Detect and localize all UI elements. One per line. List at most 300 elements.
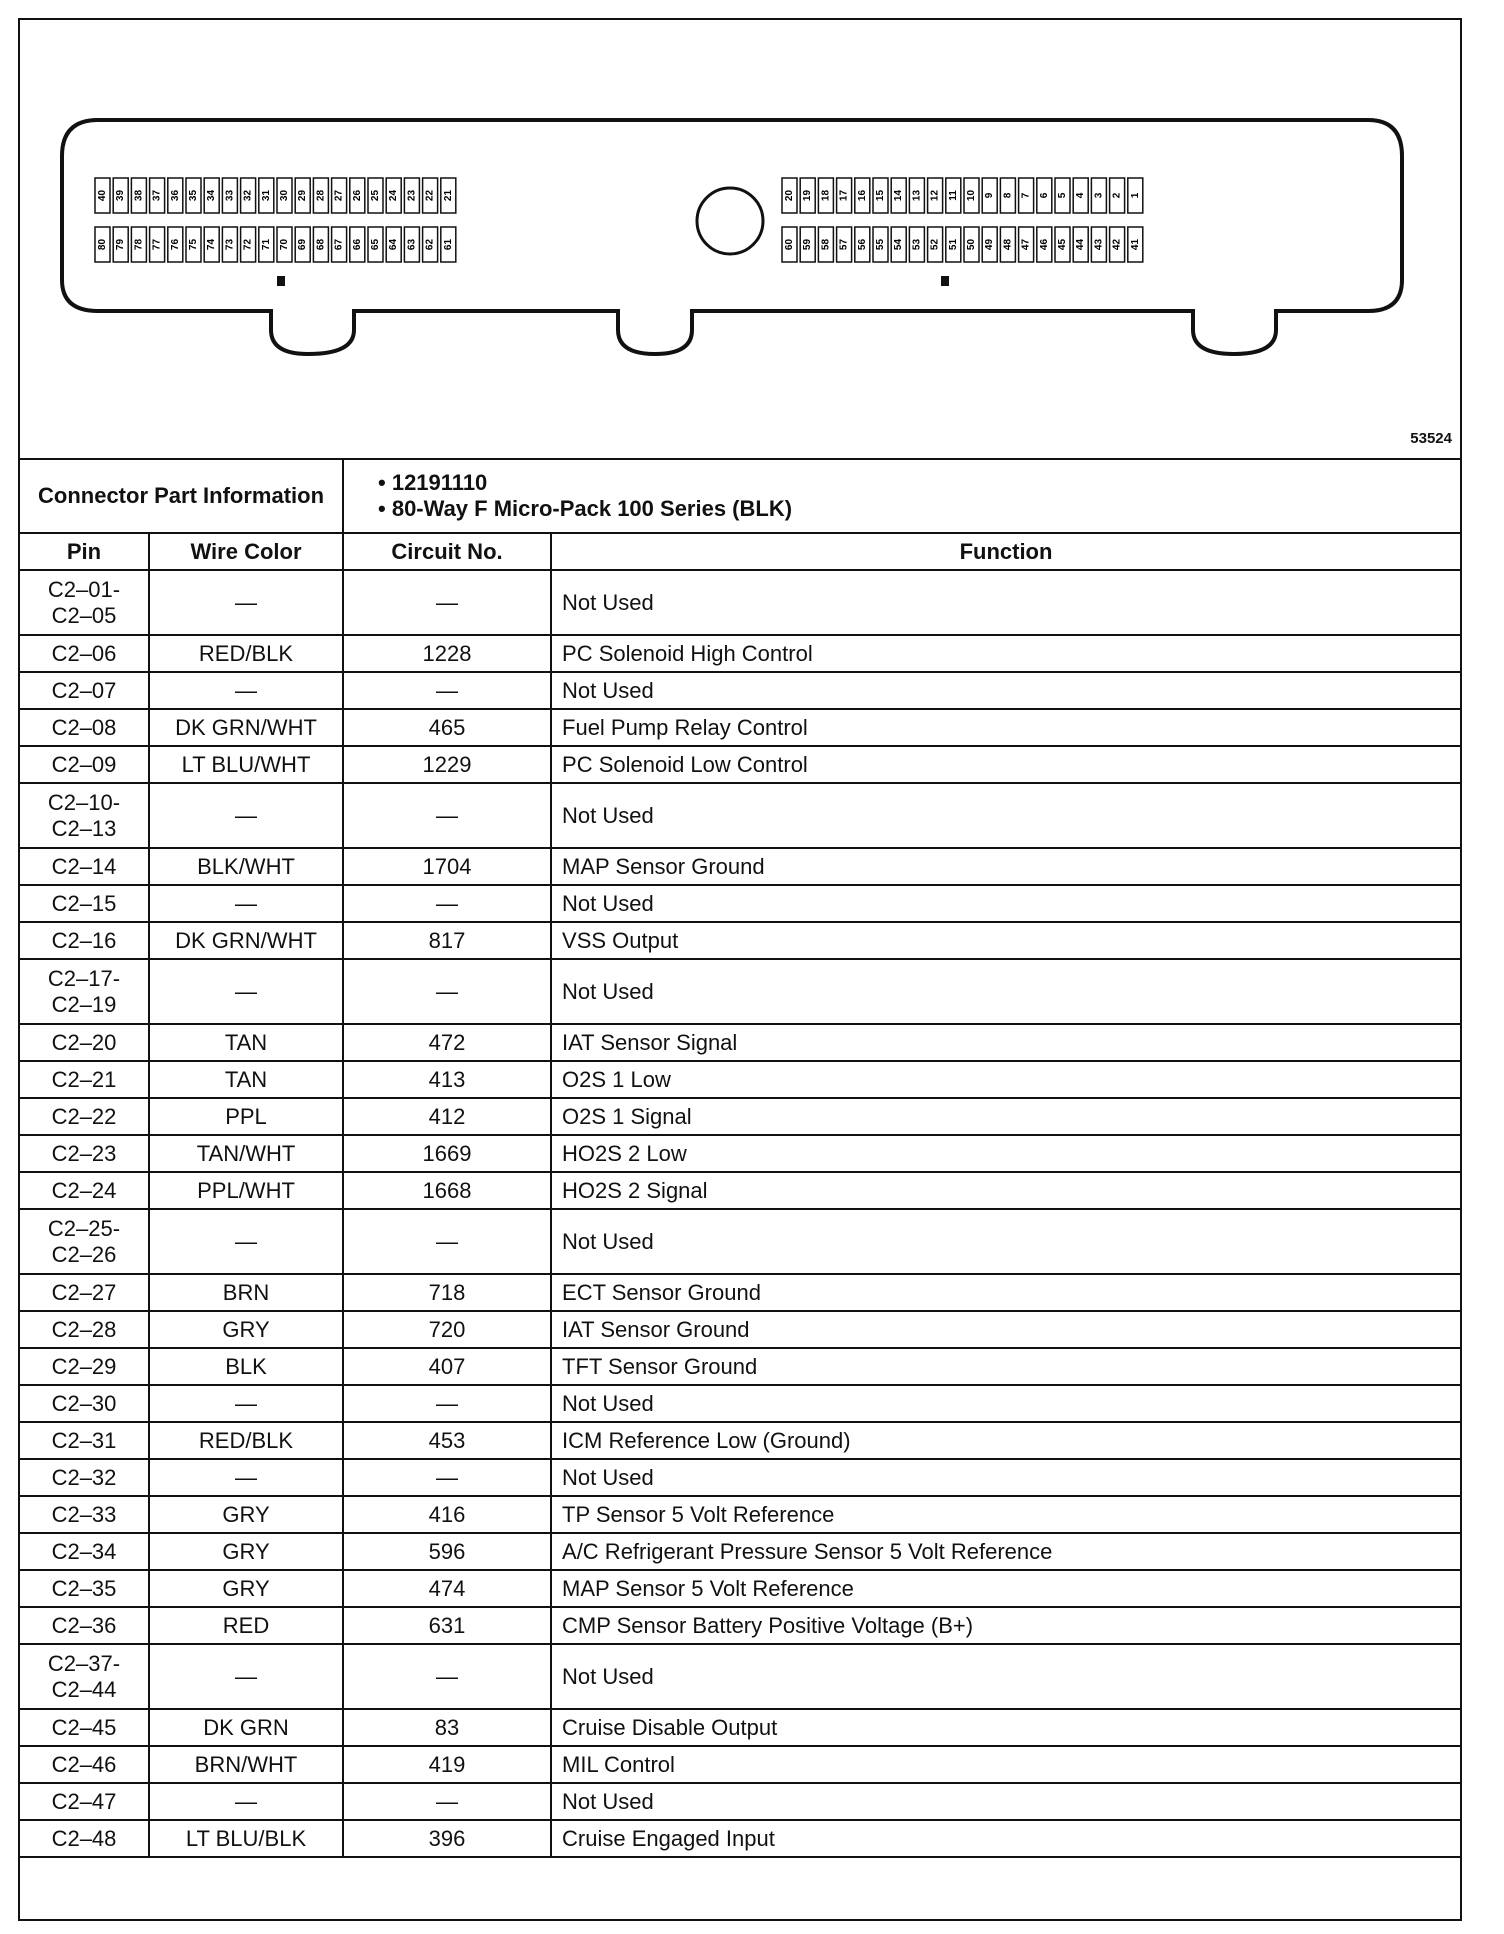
pin-number: 62 (424, 238, 436, 251)
circuit-cell: 416 (343, 1496, 551, 1533)
connector-pin (946, 178, 961, 213)
function-cell: Not Used (551, 1385, 1461, 1422)
connector-pin (1037, 227, 1052, 262)
wire-color-cell: LT BLU/BLK (149, 1820, 343, 1857)
pin-number: 20 (784, 189, 795, 202)
connector-pin (204, 178, 219, 213)
connector-pin (131, 178, 146, 213)
table-row (19, 922, 1461, 959)
wire-color-cell: BLK (149, 1348, 343, 1385)
pin-cell: C2–15 (19, 885, 149, 922)
function-cell: MAP Sensor 5 Volt Reference (551, 1570, 1461, 1607)
connector-pin (150, 227, 165, 262)
connector-pin (873, 227, 888, 262)
pin-number: 73 (224, 238, 236, 251)
function-cell: CMP Sensor Battery Positive Voltage (B+) (551, 1607, 1461, 1644)
connector-pin (186, 178, 201, 213)
function-cell: Not Used (551, 1459, 1461, 1496)
wire-color-cell: DK GRN/WHT (149, 922, 343, 959)
connector-pin (350, 227, 365, 262)
wire-color-cell: RED (149, 1607, 343, 1644)
connector-pin (891, 178, 906, 213)
connector-pin (441, 227, 456, 262)
table-row (19, 1311, 1461, 1348)
wire-color-cell: GRY (149, 1311, 343, 1348)
part-info-label: Connector Part Information (19, 459, 343, 533)
pin-number: 3 (1093, 192, 1105, 199)
table-row (19, 1385, 1461, 1422)
connector-pin (441, 178, 456, 213)
function-cell: TFT Sensor Ground (551, 1348, 1461, 1385)
connector-pin (295, 178, 310, 213)
wire-color-cell: — (149, 959, 343, 1024)
connector-pin (1128, 227, 1143, 262)
pin-number: 1 (1129, 192, 1141, 199)
function-cell: Not Used (551, 783, 1461, 848)
table-row (19, 1422, 1461, 1459)
table-row (19, 885, 1461, 922)
pin-number: 42 (1111, 238, 1123, 251)
pin-number: 77 (151, 238, 163, 251)
wire-color-cell: GRY (149, 1533, 343, 1570)
pin-number: 22 (424, 189, 436, 202)
wire-color-cell: TAN (149, 1024, 343, 1061)
table-row (19, 1061, 1461, 1098)
pin-number: 50 (966, 238, 977, 251)
pin-cell: C2–25- C2–26 (19, 1209, 149, 1274)
connector-pin (295, 227, 310, 262)
table-row (19, 783, 1461, 848)
function-cell: O2S 1 Signal (551, 1098, 1461, 1135)
pin-cell: C2–16 (19, 922, 149, 959)
wire-color-cell: — (149, 1644, 343, 1709)
connector-pin (277, 227, 292, 262)
wire-color-cell: PPL/WHT (149, 1172, 343, 1209)
pin-cell: C2–17- C2–19 (19, 959, 149, 1024)
circuit-cell: — (343, 1783, 551, 1820)
pin-number: 7 (1020, 192, 1032, 199)
pin-number: 64 (388, 238, 400, 251)
table-row (19, 635, 1461, 672)
pin-number: 19 (802, 189, 814, 202)
table-header (19, 533, 1461, 570)
pin-number: 15 (875, 189, 886, 202)
wire-color-cell: — (149, 1385, 343, 1422)
pin-cell: C2–30 (19, 1385, 149, 1422)
pin-number: 36 (169, 189, 181, 202)
table-row (19, 709, 1461, 746)
col-wire-color: Wire Color (149, 533, 343, 570)
wire-color-cell: RED/BLK (149, 635, 343, 672)
wire-color-cell: DK GRN (149, 1709, 343, 1746)
circuit-cell: 396 (343, 1820, 551, 1857)
pin-number: 54 (893, 238, 905, 251)
connector-pin (332, 178, 347, 213)
connector-pin (837, 178, 852, 213)
pin-number: 13 (911, 189, 923, 202)
pin-number: 26 (351, 189, 363, 202)
connector-pin (368, 178, 383, 213)
pin-number: 43 (1093, 238, 1105, 251)
wire-color-cell: TAN (149, 1061, 343, 1098)
polarity-mark-left (277, 276, 285, 286)
table-row (19, 848, 1461, 885)
connector-pin (350, 178, 365, 213)
pin-number: 30 (279, 189, 290, 202)
circuit-cell: 631 (343, 1607, 551, 1644)
pin-number: 23 (406, 189, 418, 202)
function-cell: Cruise Engaged Input (551, 1820, 1461, 1857)
pin-cell: C2–06 (19, 635, 149, 672)
circuit-cell: — (343, 672, 551, 709)
connector-pin (891, 227, 906, 262)
pin-number: 48 (1002, 238, 1014, 251)
pin-cell: C2–31 (19, 1422, 149, 1459)
connector-pin (909, 227, 924, 262)
circuit-cell: 1669 (343, 1135, 551, 1172)
wire-color-cell: — (149, 570, 343, 635)
connector-pin (222, 178, 237, 213)
connector-pin (818, 178, 833, 213)
connector-pin (855, 227, 870, 262)
pin-cell: C2–28 (19, 1311, 149, 1348)
connector-pin (277, 178, 292, 213)
circuit-cell: — (343, 1644, 551, 1709)
pin-number: 18 (820, 189, 832, 202)
pin-number: 21 (442, 189, 454, 202)
pin-number: 61 (442, 238, 454, 251)
pin-number: 11 (947, 190, 959, 201)
connector-pin (1073, 178, 1088, 213)
connector-pin (259, 178, 274, 213)
pin-number: 63 (406, 238, 418, 251)
circuit-cell: 407 (343, 1348, 551, 1385)
function-cell: VSS Output (551, 922, 1461, 959)
pin-cell: C2–23 (19, 1135, 149, 1172)
wire-color-cell: RED/BLK (149, 1422, 343, 1459)
connector-pin (1019, 227, 1034, 262)
pin-number: 12 (929, 189, 941, 202)
function-cell: Not Used (551, 570, 1461, 635)
function-cell: PC Solenoid Low Control (551, 746, 1461, 783)
connector-description: • 80-Way F Micro-Pack 100 Series (BLK) (378, 496, 793, 521)
connector-pin (313, 178, 328, 213)
pin-number: 57 (838, 238, 850, 251)
circuit-cell: 1228 (343, 635, 551, 672)
connector-pin (1055, 178, 1070, 213)
connector-pin (1037, 178, 1052, 213)
col-pin: Pin (19, 533, 149, 570)
connector-pin (1091, 227, 1106, 262)
pin-number: 31 (260, 189, 272, 202)
pin-number: 71 (260, 238, 272, 251)
pin-number: 76 (169, 238, 181, 251)
connector-pin (168, 178, 183, 213)
connector-pin (928, 227, 943, 262)
circuit-cell: 718 (343, 1274, 551, 1311)
pin-number: 4 (1075, 192, 1087, 199)
pin-cell: C2–34 (19, 1533, 149, 1570)
connector-pin (964, 178, 979, 213)
pin-cell: C2–14 (19, 848, 149, 885)
connector-diagram (18, 18, 1462, 460)
pin-cell: C2–27 (19, 1274, 149, 1311)
wire-color-cell: — (149, 885, 343, 922)
pin-number: 25 (370, 189, 381, 202)
pin-number: 8 (1002, 192, 1014, 199)
col-function: Function (551, 533, 1461, 570)
function-cell: ECT Sensor Ground (551, 1274, 1461, 1311)
wire-color-cell: — (149, 1459, 343, 1496)
pin-number: 2 (1111, 192, 1123, 199)
connector-pin (131, 227, 146, 262)
circuit-cell: 1704 (343, 848, 551, 885)
pin-number: 70 (279, 238, 290, 251)
circuit-cell: 817 (343, 922, 551, 959)
function-cell: Not Used (551, 1644, 1461, 1709)
pin-number: 16 (856, 189, 868, 202)
table-row (19, 1709, 1461, 1746)
pin-number: 80 (97, 238, 108, 251)
table-row (19, 1274, 1461, 1311)
function-cell: A/C Refrigerant Pressure Sensor 5 Volt Reference (551, 1533, 1461, 1570)
wire-color-cell: BRN (149, 1274, 343, 1311)
table-row (19, 1172, 1461, 1209)
function-cell: PC Solenoid High Control (551, 635, 1461, 672)
table-row (19, 1348, 1461, 1385)
pin-number: 72 (242, 238, 254, 251)
function-cell: Not Used (551, 959, 1461, 1024)
function-cell: TP Sensor 5 Volt Reference (551, 1496, 1461, 1533)
circuit-cell: 1229 (343, 746, 551, 783)
pin-cell: C2–35 (19, 1570, 149, 1607)
polarity-mark-right (941, 276, 949, 286)
connector-pin (423, 227, 438, 262)
function-cell: Fuel Pump Relay Control (551, 709, 1461, 746)
table-row (19, 1496, 1461, 1533)
table-row (19, 1607, 1461, 1644)
circuit-cell: — (343, 783, 551, 848)
wire-color-cell: — (149, 1783, 343, 1820)
function-cell: HO2S 2 Low (551, 1135, 1461, 1172)
circuit-cell: — (343, 959, 551, 1024)
function-cell: ICM Reference Low (Ground) (551, 1422, 1461, 1459)
pin-cell: C2–07 (19, 672, 149, 709)
table-row (19, 672, 1461, 709)
function-cell: HO2S 2 Signal (551, 1172, 1461, 1209)
pin-number: 58 (820, 238, 832, 251)
circuit-cell: — (343, 1459, 551, 1496)
pin-cell: C2–37- C2–44 (19, 1644, 149, 1709)
wire-color-cell: BRN/WHT (149, 1746, 343, 1783)
circuit-cell: 1668 (343, 1172, 551, 1209)
pin-cell: C2–29 (19, 1348, 149, 1385)
part-number: • 12191110 (378, 470, 488, 495)
connector-pin (1110, 178, 1125, 213)
wire-color-cell: DK GRN/WHT (149, 709, 343, 746)
connector-pin (964, 227, 979, 262)
function-cell: MAP Sensor Ground (551, 848, 1461, 885)
pin-number: 9 (984, 192, 996, 199)
wire-color-cell: GRY (149, 1570, 343, 1607)
pin-cell: C2–08 (19, 709, 149, 746)
table-row (19, 1209, 1461, 1274)
pin-number: 28 (315, 189, 327, 202)
connector-pin (928, 178, 943, 213)
function-cell: Not Used (551, 672, 1461, 709)
circuit-cell: 412 (343, 1098, 551, 1135)
function-cell: Not Used (551, 1209, 1461, 1274)
pin-number: 47 (1020, 238, 1032, 251)
connector-pin (313, 227, 328, 262)
pin-number: 24 (388, 189, 400, 202)
circuit-cell: 474 (343, 1570, 551, 1607)
pin-number: 55 (875, 238, 886, 251)
connector-pin (1000, 227, 1015, 262)
connector-center-hole (697, 188, 763, 254)
pin-number: 45 (1057, 238, 1068, 251)
part-info-row (19, 459, 1461, 533)
pin-number: 40 (97, 189, 108, 202)
function-cell: O2S 1 Low (551, 1061, 1461, 1098)
pin-number: 6 (1038, 192, 1050, 199)
pin-cell: C2–21 (19, 1061, 149, 1098)
table-row (19, 1746, 1461, 1783)
connector-pin (150, 178, 165, 213)
connector-pin (855, 178, 870, 213)
pin-number: 53 (911, 238, 923, 251)
wire-color-cell: TAN/WHT (149, 1135, 343, 1172)
function-cell: Not Used (551, 1783, 1461, 1820)
connector-pin (837, 227, 852, 262)
pin-cell: C2–47 (19, 1783, 149, 1820)
wire-color-cell: GRY (149, 1496, 343, 1533)
circuit-cell: — (343, 885, 551, 922)
pin-number: 75 (188, 238, 199, 251)
circuit-cell: — (343, 1385, 551, 1422)
pin-cell: C2–09 (19, 746, 149, 783)
connector-pin (909, 178, 924, 213)
pin-number: 17 (838, 189, 850, 202)
connector-pin (95, 178, 110, 213)
pin-number: 78 (133, 238, 145, 251)
connector-pin (404, 227, 419, 262)
connector-pin (113, 227, 128, 262)
circuit-cell: 596 (343, 1533, 551, 1570)
pin-number: 46 (1038, 238, 1050, 251)
table-row (19, 1459, 1461, 1496)
connector-pin (204, 227, 219, 262)
pin-number: 14 (893, 189, 905, 202)
connector-pin (386, 227, 401, 262)
pin-number: 56 (856, 238, 868, 251)
pin-number: 69 (297, 238, 309, 251)
col-circuit: Circuit No. (343, 533, 551, 570)
pin-number: 65 (370, 238, 381, 251)
pin-number: 51 (947, 238, 959, 251)
connector-pin (873, 178, 888, 213)
connector-pin (241, 227, 256, 262)
pin-cell: C2–33 (19, 1496, 149, 1533)
connector-pin (368, 227, 383, 262)
pin-cell: C2–01- C2–05 (19, 570, 149, 635)
pin-number: 33 (224, 189, 236, 202)
connector-pin (1128, 178, 1143, 213)
circuit-cell: 83 (343, 1709, 551, 1746)
connector-pin (982, 178, 997, 213)
pin-number: 67 (333, 238, 345, 251)
connector-pin (782, 178, 797, 213)
pin-number: 44 (1075, 238, 1087, 251)
connector-pin (1091, 178, 1106, 213)
pin-number: 10 (966, 189, 977, 202)
pin-cell: C2–48 (19, 1820, 149, 1857)
table-row (19, 959, 1461, 1024)
wire-color-cell: BLK/WHT (149, 848, 343, 885)
connector-pin (404, 178, 419, 213)
pin-cell: C2–32 (19, 1459, 149, 1496)
connector-pin (423, 178, 438, 213)
connector-pin (1055, 227, 1070, 262)
pin-cell: C2–36 (19, 1607, 149, 1644)
table-row (19, 1644, 1461, 1709)
table-row (19, 1783, 1461, 1820)
pin-number: 59 (802, 238, 814, 251)
connector-pin (386, 178, 401, 213)
connector-pin (782, 227, 797, 262)
table-row (19, 1135, 1461, 1172)
circuit-cell: 465 (343, 709, 551, 746)
connector-pinout-table (18, 458, 1462, 1858)
circuit-cell: 720 (343, 1311, 551, 1348)
pin-number: 27 (333, 189, 345, 202)
circuit-cell: 413 (343, 1061, 551, 1098)
pin-number: 49 (984, 238, 996, 251)
connector-pin (818, 227, 833, 262)
connector-pin (259, 227, 274, 262)
pin-cell: C2–20 (19, 1024, 149, 1061)
pin-number: 35 (188, 189, 199, 202)
circuit-cell: — (343, 570, 551, 635)
circuit-cell: 453 (343, 1422, 551, 1459)
function-cell: MIL Control (551, 1746, 1461, 1783)
connector-pin (1073, 227, 1088, 262)
circuit-cell: — (343, 1209, 551, 1274)
figure-number: 53524 (1410, 430, 1452, 447)
function-cell: IAT Sensor Signal (551, 1024, 1461, 1061)
pin-number: 37 (151, 189, 163, 202)
pin-number: 5 (1057, 192, 1068, 199)
connector-pin (982, 227, 997, 262)
connector-pin (800, 227, 815, 262)
circuit-cell: 472 (343, 1024, 551, 1061)
connector-pin (186, 227, 201, 262)
pin-number: 66 (351, 238, 363, 251)
connector-pin (946, 227, 961, 262)
wire-color-cell: — (149, 783, 343, 848)
connector-pin (332, 227, 347, 262)
wire-color-cell: LT BLU/WHT (149, 746, 343, 783)
pin-number: 74 (206, 238, 218, 251)
connector-pin (1000, 178, 1015, 213)
connector-pin (113, 178, 128, 213)
circuit-cell: 419 (343, 1746, 551, 1783)
connector-pin (1019, 178, 1034, 213)
connector-pin (222, 227, 237, 262)
pin-cell: C2–46 (19, 1746, 149, 1783)
table-row (19, 570, 1461, 635)
function-cell: IAT Sensor Ground (551, 1311, 1461, 1348)
